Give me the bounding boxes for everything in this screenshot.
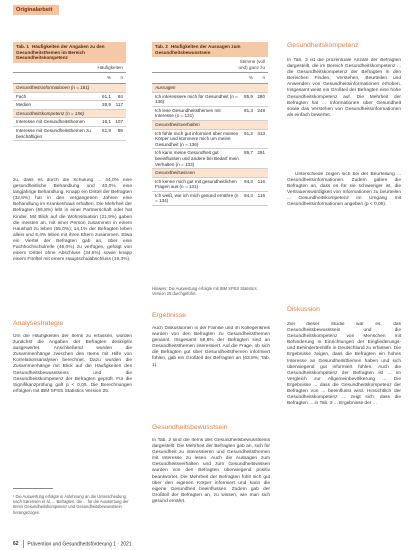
table-2-row-pct: 94,3 bbox=[244, 178, 253, 184]
table-2-row-label: Ich kann meine Gesundheit gut beeinflussen und ändere bei Bedarf mein Verhalten (n = 133) bbox=[155, 150, 239, 167]
table-2-header bbox=[152, 57, 268, 73]
table-2-row bbox=[152, 130, 268, 150]
table-2-row-n: 313 bbox=[257, 130, 265, 136]
table-1-row-n: 117 bbox=[115, 102, 123, 108]
right-para-2: Unterschiede zeigen sich bei der Beurteilung ... Gesundheitsinformationen. Zudem gaben die Befragten an, dass es für sie schwieriger ist, die Vertrauenswürdigkeit von Informationen zu beurteilen ... Gesundheitskompetenz im Umgang mit Gesundheitsinformationen angeben (p < 0,05). bbox=[287, 172, 401, 208]
table-2-row-pct: 91,2 bbox=[244, 130, 253, 136]
middle-para-2: In Tab. 2 sind die Items des Gesundheitsbewusstseins dargestellt. Die Mehrheit der Befragten gab an, sich für Gesundheit zu interessieren und Gesundheitsthemen mit Interesse zu lesen. Auch die Aussagen zum Gesundheitsverhalten und zum Gesundheitswissen wurden von den Befragten überwiegend positiv beantwortet. Die Mehrheit der Befragten fühlt sich gut über den eigenen Körper informiert und kann die eigene Gesundheit beeinflussen. Zudem gab der Großteil der Befragten an, zu wissen, wie man sich gesund ernährt. bbox=[152, 438, 270, 504]
section-tag: Originalarbeit bbox=[13, 5, 59, 15]
table-1-row-pct: 61,1 bbox=[102, 93, 111, 99]
table-1-caption-lead: Tab. 1 bbox=[16, 44, 29, 49]
table-2-row-n: 248 bbox=[257, 107, 265, 113]
table-2-row-n: 280 bbox=[257, 93, 265, 99]
table-2-row-pct: 85,9 bbox=[244, 93, 253, 99]
table-1-row-pct: 16,1 bbox=[102, 119, 111, 125]
table-1-row-label: Gesundheitskompetenz (n = 156) bbox=[16, 110, 85, 116]
table-2-row-label: Ich weiß, wie ich mich gesund ernähre (n = 134) bbox=[155, 192, 239, 204]
table-2-row-pct bbox=[239, 85, 253, 91]
table-2-row bbox=[152, 169, 268, 178]
table-2-row-label: Ich lese Gesundheitsthemen mit Interesse (n = 131) bbox=[155, 107, 221, 119]
table-2-row bbox=[152, 149, 268, 169]
right-para-3: Ziel dieser Studie war es, das Gesundheitsbewusstsein und die Gesundheitskompetenz von Menschen mit Behinderung in Einrichtungen der Eingliederungs- und Behindertenhilfe in Deutschland zu erfassen. Die Ergebnisse zeigen, dass die Befragten ein hohes Interesse an Gesundheitsthemen haben und sich überwiegend gut informiert fühlen. Auch die Gesundheitskompetenz der Befragten ist ... im Vergleich zur Allgemeinbevölkerung ... Die Ergebnisse ... dass die Gesundheitskompetenz der Befragten von ... beeinflusst wird. Hinsichtlich der Gesundheitskompetenz ... zeigt sich, dass die Befragten ... in Tab. 3 ... Ergebnisse der ... bbox=[287, 322, 401, 407]
table-2-caption bbox=[152, 42, 268, 57]
table-1-row-n bbox=[111, 85, 123, 91]
table-2 bbox=[152, 42, 268, 206]
table-1-row-n: 107 bbox=[115, 119, 123, 125]
health-literacy-heading: Gesundheitskompetenz bbox=[287, 42, 359, 49]
table-2-row-pct: 94,3 bbox=[244, 192, 253, 198]
table-1-row-n: 89 bbox=[117, 127, 123, 133]
table-2-note: Hinweis: Die Auswertung erfolgte mit IBM SPSS Statistics Version 25 durchgeführt. bbox=[152, 286, 257, 297]
middle-para-1: Auch Diskussionen in der Familie und im Kollegenkreis wurden von den Befragten zu Gesundheitsthemen genannt. Insgesamt 58,8% der Befragten sind an Gesundheitsthemen interessiert. Auf die Frage, ob sich die Befragten gut über Gesundheitsthemen informiert fühlen, gab ein Großteil der Befragten an (63,9%; Tab. 1). bbox=[152, 326, 270, 368]
table-2-col-n: n bbox=[262, 75, 265, 81]
table-1-header bbox=[13, 63, 126, 74]
table-2-row-label: Ich interessiere mich für Gesundheit (n = 136) bbox=[155, 93, 238, 105]
table-2-row-pct: 81,3 bbox=[244, 107, 253, 113]
table-1-caption-text: Häufigkeiten der Angaben zu den Gesundheitsthemen im Bereich Gesundheitskompetenz bbox=[16, 44, 105, 61]
table-1-row bbox=[13, 110, 126, 119]
page-number: 62 bbox=[13, 541, 19, 548]
table-1-row-n bbox=[111, 111, 123, 117]
table-2-row bbox=[152, 178, 268, 192]
table-2-caption-text: Häufigkeiten der Aussagen zum Gesundheitsbewusstsein bbox=[155, 44, 241, 55]
table-2-row-label: Gesundheitswissen bbox=[155, 170, 195, 176]
table-1-row-label: Fach bbox=[16, 93, 27, 99]
table-2-col-header: Stimme (voll und) ganz zu bbox=[238, 59, 265, 70]
table-1 bbox=[13, 42, 126, 141]
table-2-row-pct: 89,7 bbox=[244, 150, 253, 156]
analysis-heading: Analysestrategie bbox=[13, 320, 64, 327]
footnote-rule bbox=[13, 488, 53, 489]
table-2-row-n bbox=[253, 122, 265, 128]
table-2-row-n bbox=[253, 170, 265, 176]
discussion-heading: Diskussion bbox=[287, 306, 320, 313]
table-1-row-label: Interesse mit Gesundheitsthemen bbox=[16, 119, 85, 125]
table-2-row-label: Gesundheitsverhalten bbox=[155, 121, 200, 127]
table-2-subheader bbox=[152, 73, 268, 84]
table-1-row-n: 84 bbox=[117, 93, 123, 99]
table-1-caption bbox=[13, 42, 126, 63]
table-2-row bbox=[152, 121, 268, 130]
table-2-row-n: 291 bbox=[257, 150, 265, 156]
right-para-1: In Tab. 3 ist die prozentuale Anzahl der Befragten dargestellt, die im Bereich Gesundheitskompetenz ... die Gesundheitskompetenz der Befragten in den Bereichen Finden, Verstehen, Beurteilen und Anwenden von Gesundheitsinformationen erhoben. Insgesamt weist ein Großteil der Befragten eine hohe Gesundheitskompetenz auf. Die Mehrheit der Befragten hat ... Informationen über Gesundheit sowie das Verstehen von Gesundheitsinformationen als einfach bewertet. bbox=[287, 58, 401, 118]
table-1-subheader bbox=[13, 73, 126, 84]
journal-title: Prävention und Gesundheitsförderung 1 · 2021 bbox=[27, 541, 132, 548]
table-1-row bbox=[13, 101, 126, 110]
table-2-row-label: Ich fühle mich gut informiert über meinen Körper und kümmere mich um meine Gesundheit (n = 136) bbox=[155, 130, 239, 147]
table-1-col-n: n bbox=[120, 75, 123, 81]
table-1-row-pct: 61,9 bbox=[102, 127, 111, 133]
table-2-row-n bbox=[253, 85, 265, 91]
table-1-row bbox=[13, 118, 126, 127]
health-awareness-heading: Gesundheitsbewusstsein bbox=[152, 424, 228, 431]
table-2-row-pct bbox=[239, 122, 253, 128]
table-2-row-n: 116 bbox=[257, 192, 265, 198]
table-1-col-pct: % bbox=[106, 75, 111, 81]
table-1-row-pct bbox=[97, 111, 111, 117]
table-2-row-pct bbox=[239, 170, 253, 176]
table-2-row bbox=[152, 192, 268, 206]
results-heading: Ergebnisse bbox=[152, 312, 187, 319]
table-1-row bbox=[13, 93, 126, 102]
table-1-row-pct bbox=[97, 85, 111, 91]
left-para-2: Um die Häufigkeiten der Items zu erfassen, wurden zunächst die Angaben der Befragten deskriptiv ausgewertet. Anschließend wurden die Zusammenhänge zwischen den Items mit Hilfe von Korrelationsanalysen berechnet. Dazu wurden die Zusammenhänge mit Blick auf die Häufigkeiten des Gesundheitsbewusstseins und die Gesundheitskompetenz der Befragten geprüft. Für die Signifikanzprüfung galt p < 0,05. Die Berechnungen erfolgten mit IBM SPSS Statistics Version 25. bbox=[13, 334, 132, 394]
table-1-row bbox=[13, 127, 126, 141]
footer-divider bbox=[23, 540, 24, 548]
table-2-row-n: 116 bbox=[257, 178, 265, 184]
table-2-col-pct: % bbox=[248, 75, 253, 81]
table-1-row-label: Gesundheitsinformationen (n = 181) bbox=[16, 84, 90, 90]
table-2-row bbox=[152, 84, 268, 93]
table-1-col-header: Häufigkeiten bbox=[97, 64, 123, 70]
table-2-row-label: Aussagen bbox=[155, 84, 176, 90]
table-2-caption-lead: Tab. 2 bbox=[155, 44, 168, 49]
table-1-row-label: Interesse mit Gesundheitsthemen zu beschäftigen bbox=[16, 127, 91, 139]
page-footer bbox=[13, 540, 132, 548]
footnote: ¹ Die Auswertung erfolgte in Anlehnung an die Unterscheidung nach Sørensen et al. ... Befragten, die ... für die Auswertung der Items Gesundheitskompetenz und Gesundheitsbewusstsein herangezogen. bbox=[13, 494, 129, 515]
table-2-row bbox=[152, 93, 268, 107]
table-1-row bbox=[13, 84, 126, 93]
table-1-row-pct: 28,9 bbox=[102, 102, 111, 108]
table-2-row bbox=[152, 107, 268, 121]
table-1-row-label: Medien bbox=[16, 102, 32, 108]
table-2-row-label: Ich kenne mich gut mit gesundheitlichen Fragen aus (n = 131) bbox=[155, 178, 237, 190]
left-para-1: zu, dass es durch die Schulung ... 44,0% eine gesundheitliche Behandlung und 40,0% eine langjährige Behandlung. Knapp ein Drittel der Befragten (32,8%) hat in den vergangenen Jahren eine Behandlung im Krankenhaus erhalten. Die Mehrheit der Befragten (56,8%) lebt in einer Partnerschaft oder hat Kinder. Mit Blick auf die Wohnsituation (21,9%) gaben die meisten an, mit einer Person zusammen in einem Haushalt zu leben (55,0%); 14,1% der Befragten leben allein und 8,4% leben mit ihren Eltern zusammen. Etwa ein Viertel der Befragten gab an, über eine Fachhochschulreife (46,0%) zu verfügen, gefolgt von einem Drittel ohne Abschluss (34,5%) sowie knapp einem Fünftel mit einem Hauptschulabschluss (19,3%). bbox=[13, 178, 132, 263]
